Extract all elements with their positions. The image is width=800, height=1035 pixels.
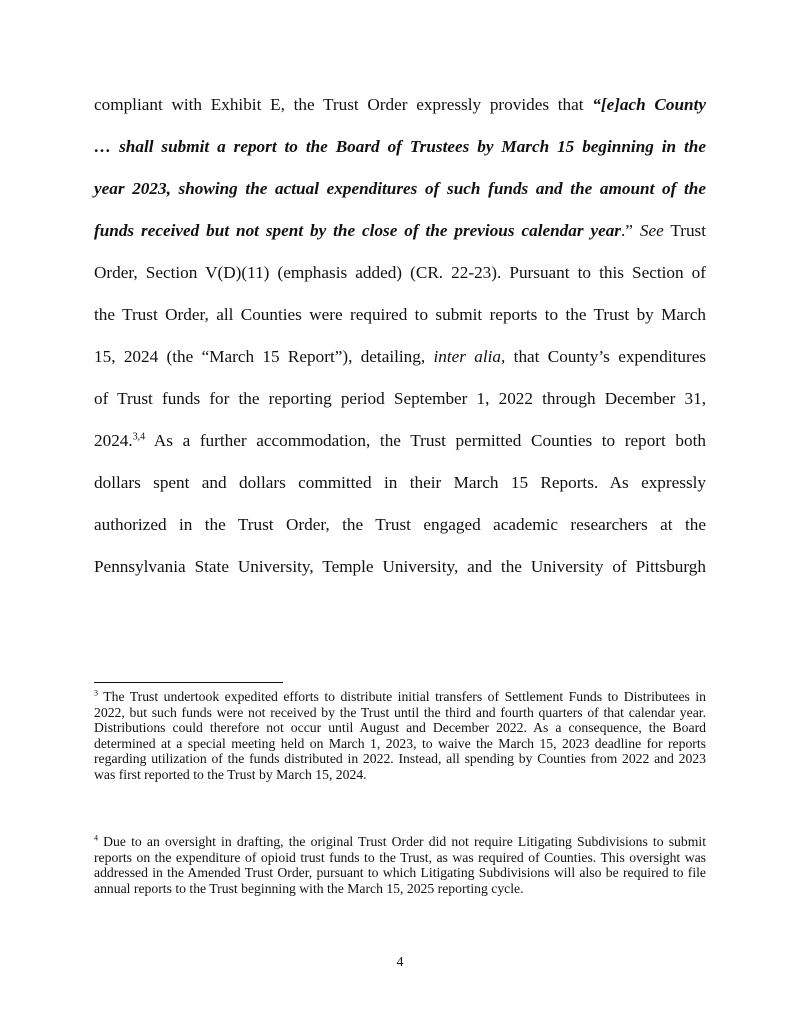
page-number: 4 xyxy=(396,955,404,970)
body-line-3: year 2023, showing the actual expenditures of such funds and the amount of the xyxy=(94,179,706,198)
footnote-number: 4 xyxy=(94,833,98,843)
body-line-12: Pennsylvania State University, Temple University, and the University of Pittsburgh xyxy=(94,557,706,576)
latin-phrase: inter alia xyxy=(433,347,502,366)
body-line-5: Order, Section V(D)(11) (emphasis added) (CR. 22-23). Pursuant to this Section of xyxy=(94,263,706,282)
body-text: .” xyxy=(621,221,640,240)
body-text: compliant with Exhibit E, the Trust Order expressly provides that xyxy=(94,95,593,114)
emphasized-quote: funds received but not spent by the close of the previous calendar year xyxy=(94,221,621,240)
body-text: Trust xyxy=(663,221,707,240)
footnote-separator xyxy=(94,682,283,683)
body-text: As a further accommodation, the Trust permitted Counties to report both xyxy=(145,431,706,450)
footnote-reference[interactable]: 3,4 xyxy=(132,431,146,443)
body-line-2: … shall submit a report to the Board of Trustees by March 15 beginning in the xyxy=(94,137,706,156)
body-text: 15, 2024 (the “March 15 Report”), detailing, xyxy=(94,347,434,366)
body-text: , that County’s expenditures xyxy=(501,347,707,366)
body-line-10: dollars spent and dollars committed in their March 15 Reports. As expressly xyxy=(94,473,706,492)
footnote-number: 3 xyxy=(94,688,98,698)
footnote-text: Due to an oversight in drafting, the original Trust Order did not require Litigating Subdivisions to submit reports on the expenditure of opioid trust funds to the Trust, as was required of Counties. This oversight was addressed in the Amended Trust Order, pursuant to which Litigating Subdivisions will also be required to file annual reports to the Trust beginning with the March 15, 2025 reporting cycle. xyxy=(94,834,706,896)
body-line-11: authorized in the Trust Order, the Trust engaged academic researchers at the xyxy=(94,515,706,534)
body-line-6: the Trust Order, all Counties were required to submit reports to the Trust by March xyxy=(94,305,706,324)
body-line-8: of Trust funds for the reporting period September 1, 2022 through December 31, xyxy=(94,389,706,408)
citation-signal: See xyxy=(639,221,664,240)
body-line-4 xyxy=(94,221,706,241)
body-line-1 xyxy=(94,95,706,115)
body-text: 2024. xyxy=(94,431,133,450)
footnote-text: The Trust undertook expedited efforts to distribute initial transfers of Settlement Funds to Distributees in 2022, but such funds were not received by the Trust until the third and fourth quarters of that calendar year. Distributions could therefore not occur until August and December 2022. As a consequence, the Board determined at a special meeting held on March 1, 2023, to waive the March 15, 2023 deadline for reports regarding utilization of the funds distributed in 2022. Instead, all spending by Counties from 2022 and 2023 was first reported to the Trust by March 15, 2024. xyxy=(94,689,706,782)
body-line-9 xyxy=(94,431,706,451)
emphasized-quote: “[e]ach County xyxy=(592,95,707,114)
body-line-7 xyxy=(94,347,706,367)
footnote-3 xyxy=(94,689,706,783)
footnote-4 xyxy=(94,834,706,896)
